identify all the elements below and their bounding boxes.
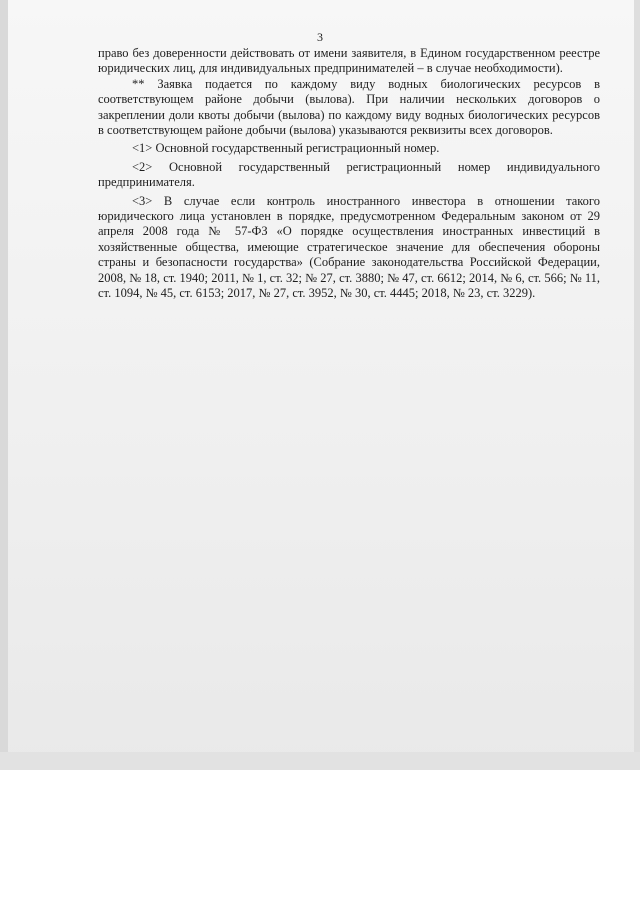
page-right-edge	[634, 0, 640, 770]
footnote-3: <3> В случае если контроль иностранного инвестора в отношении такого юридического лица установлен в порядке, предусмотренном Федеральным законом от 29 апреля 2008 года № 57-ФЗ «О порядке осуществления иностранных инвестиций в хозяйственные общества, имеющие стратегическое значение для обеспечения обороны страны и безопасности государства» (Собрание законодательства Российской Федерации, 2008, № 18, ст. 1940; 2011, № 1, ст. 32; № 27, ст. 3880; № 47, ст. 6612; 2014, № 6, ст. 566; № 11, ст. 1094, № 45, ст. 6153; 2017, № 27, ст. 3952, № 30, ст. 4445; 2018, № 23, ст. 3229).	[98, 193, 600, 301]
footnote-1: <1> Основной государственный регистрационный номер.	[132, 141, 440, 156]
footnote-application: ** Заявка подается по каждому виду водных биологических ресурсов в соответствующем районе добычи (вылова). При наличии нескольких договоров о закреплении доли квоты добычи (вылова) по каждому виду водных биологических ресурсов в соответствующем районе добычи (вылова) указываются реквизиты всех договоров.	[98, 76, 600, 138]
page-bottom-edge	[0, 752, 640, 770]
footnote-2: <2> Основной государственный регистрационный номер индивидуального предпринимателя.	[98, 159, 600, 190]
page-left-edge	[0, 0, 8, 770]
page-number: 3	[317, 30, 323, 44]
document-body	[98, 46, 600, 302]
paragraph-continuation: право без доверенности действовать от имени заявителя, в Едином государственном реестре юридических лиц, для индивидуальных предпринимателей – в случае необходимости).	[98, 46, 600, 76]
